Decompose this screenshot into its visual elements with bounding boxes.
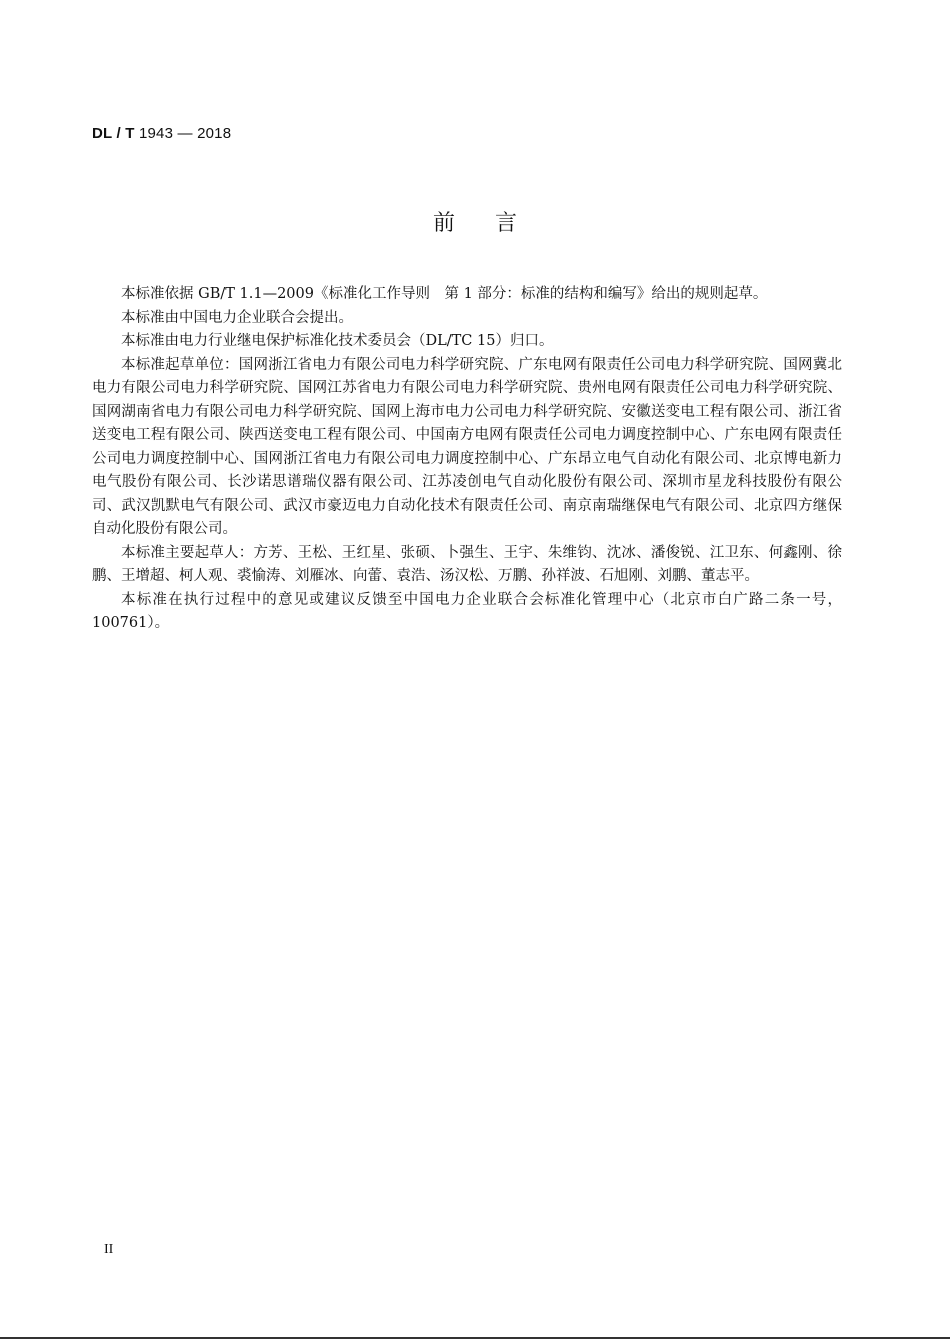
paragraph-committee: 本标准由电力行业继电保护标准化技术委员会（DL/TC 15）归口。 [121, 333, 554, 349]
paragraph-drafting-units: 本标准起草单位：国网浙江省电力有限公司电力科学研究院、广东电网有限责任公司电力科学研究院、国网冀北电力有限公司电力科学研究院、国网江苏省电力有限公司电力科学研究院、贵州电网有限责任公司电力科学研究院、国网湖南省电力有限公司电力科学研究院、国网上海市电力公司电力科学研究院、安徽送变电工程有限公司、浙江省送变电工程有限公司、陕西送变电工程有限公司、中国南方电网有限责任公司电力调度控制中心、广东电网有限责任公司电力调度控制中心、国网浙江省电力有限公司电力调度控制中心、广东昂立电气自动化有限公司、北京博电新力电气股份有限公司、长沙诺思谱瑞仪器有限公司、江苏凌创电气自动化股份有限公司、深圳市星龙科技股份有限公司、武汉凯默电气有限公司、武汉市豪迈电力自动化技术有限责任公司、南京南瑞继保电气有限公司、北京四方继保自动化股份有限公司。 [92, 356, 842, 537]
paragraph-drafters: 本标准主要起草人：方芳、王松、王红星、张硕、卜强生、王宇、朱维钧、沈冰、潘俊锐、江卫东、何鑫刚、徐鹏、王增超、柯人观、裘愉涛、刘雁冰、向蕾、袁浩、汤汉松、万鹏、孙祥波、石旭刚、刘鹏、董志平。 [92, 544, 842, 584]
page-number: II [104, 1242, 114, 1257]
page-title: 前言 [432, 211, 557, 236]
standard-code-number: 1943 — 2018 [138, 125, 232, 142]
paragraph-proposer: 本标准由中国电力企业联合会提出。 [121, 309, 353, 326]
standard-code [92, 125, 231, 142]
bottom-divider [0, 1337, 950, 1339]
paragraph-drafting-rules: 本标准依据 GB/T 1.1—2009《标准化工作导则 第 1 部分：标准的结构和编写》给出的规则起草。 [121, 286, 768, 302]
foreword-body [92, 283, 842, 636]
standard-code-prefix: DL / T [92, 125, 135, 142]
paragraph-feedback: 本标准在执行过程中的意见或建议反馈至中国电力企业联合会标准化管理中心（北京市白广路二条一号，100761）。 [92, 591, 842, 631]
